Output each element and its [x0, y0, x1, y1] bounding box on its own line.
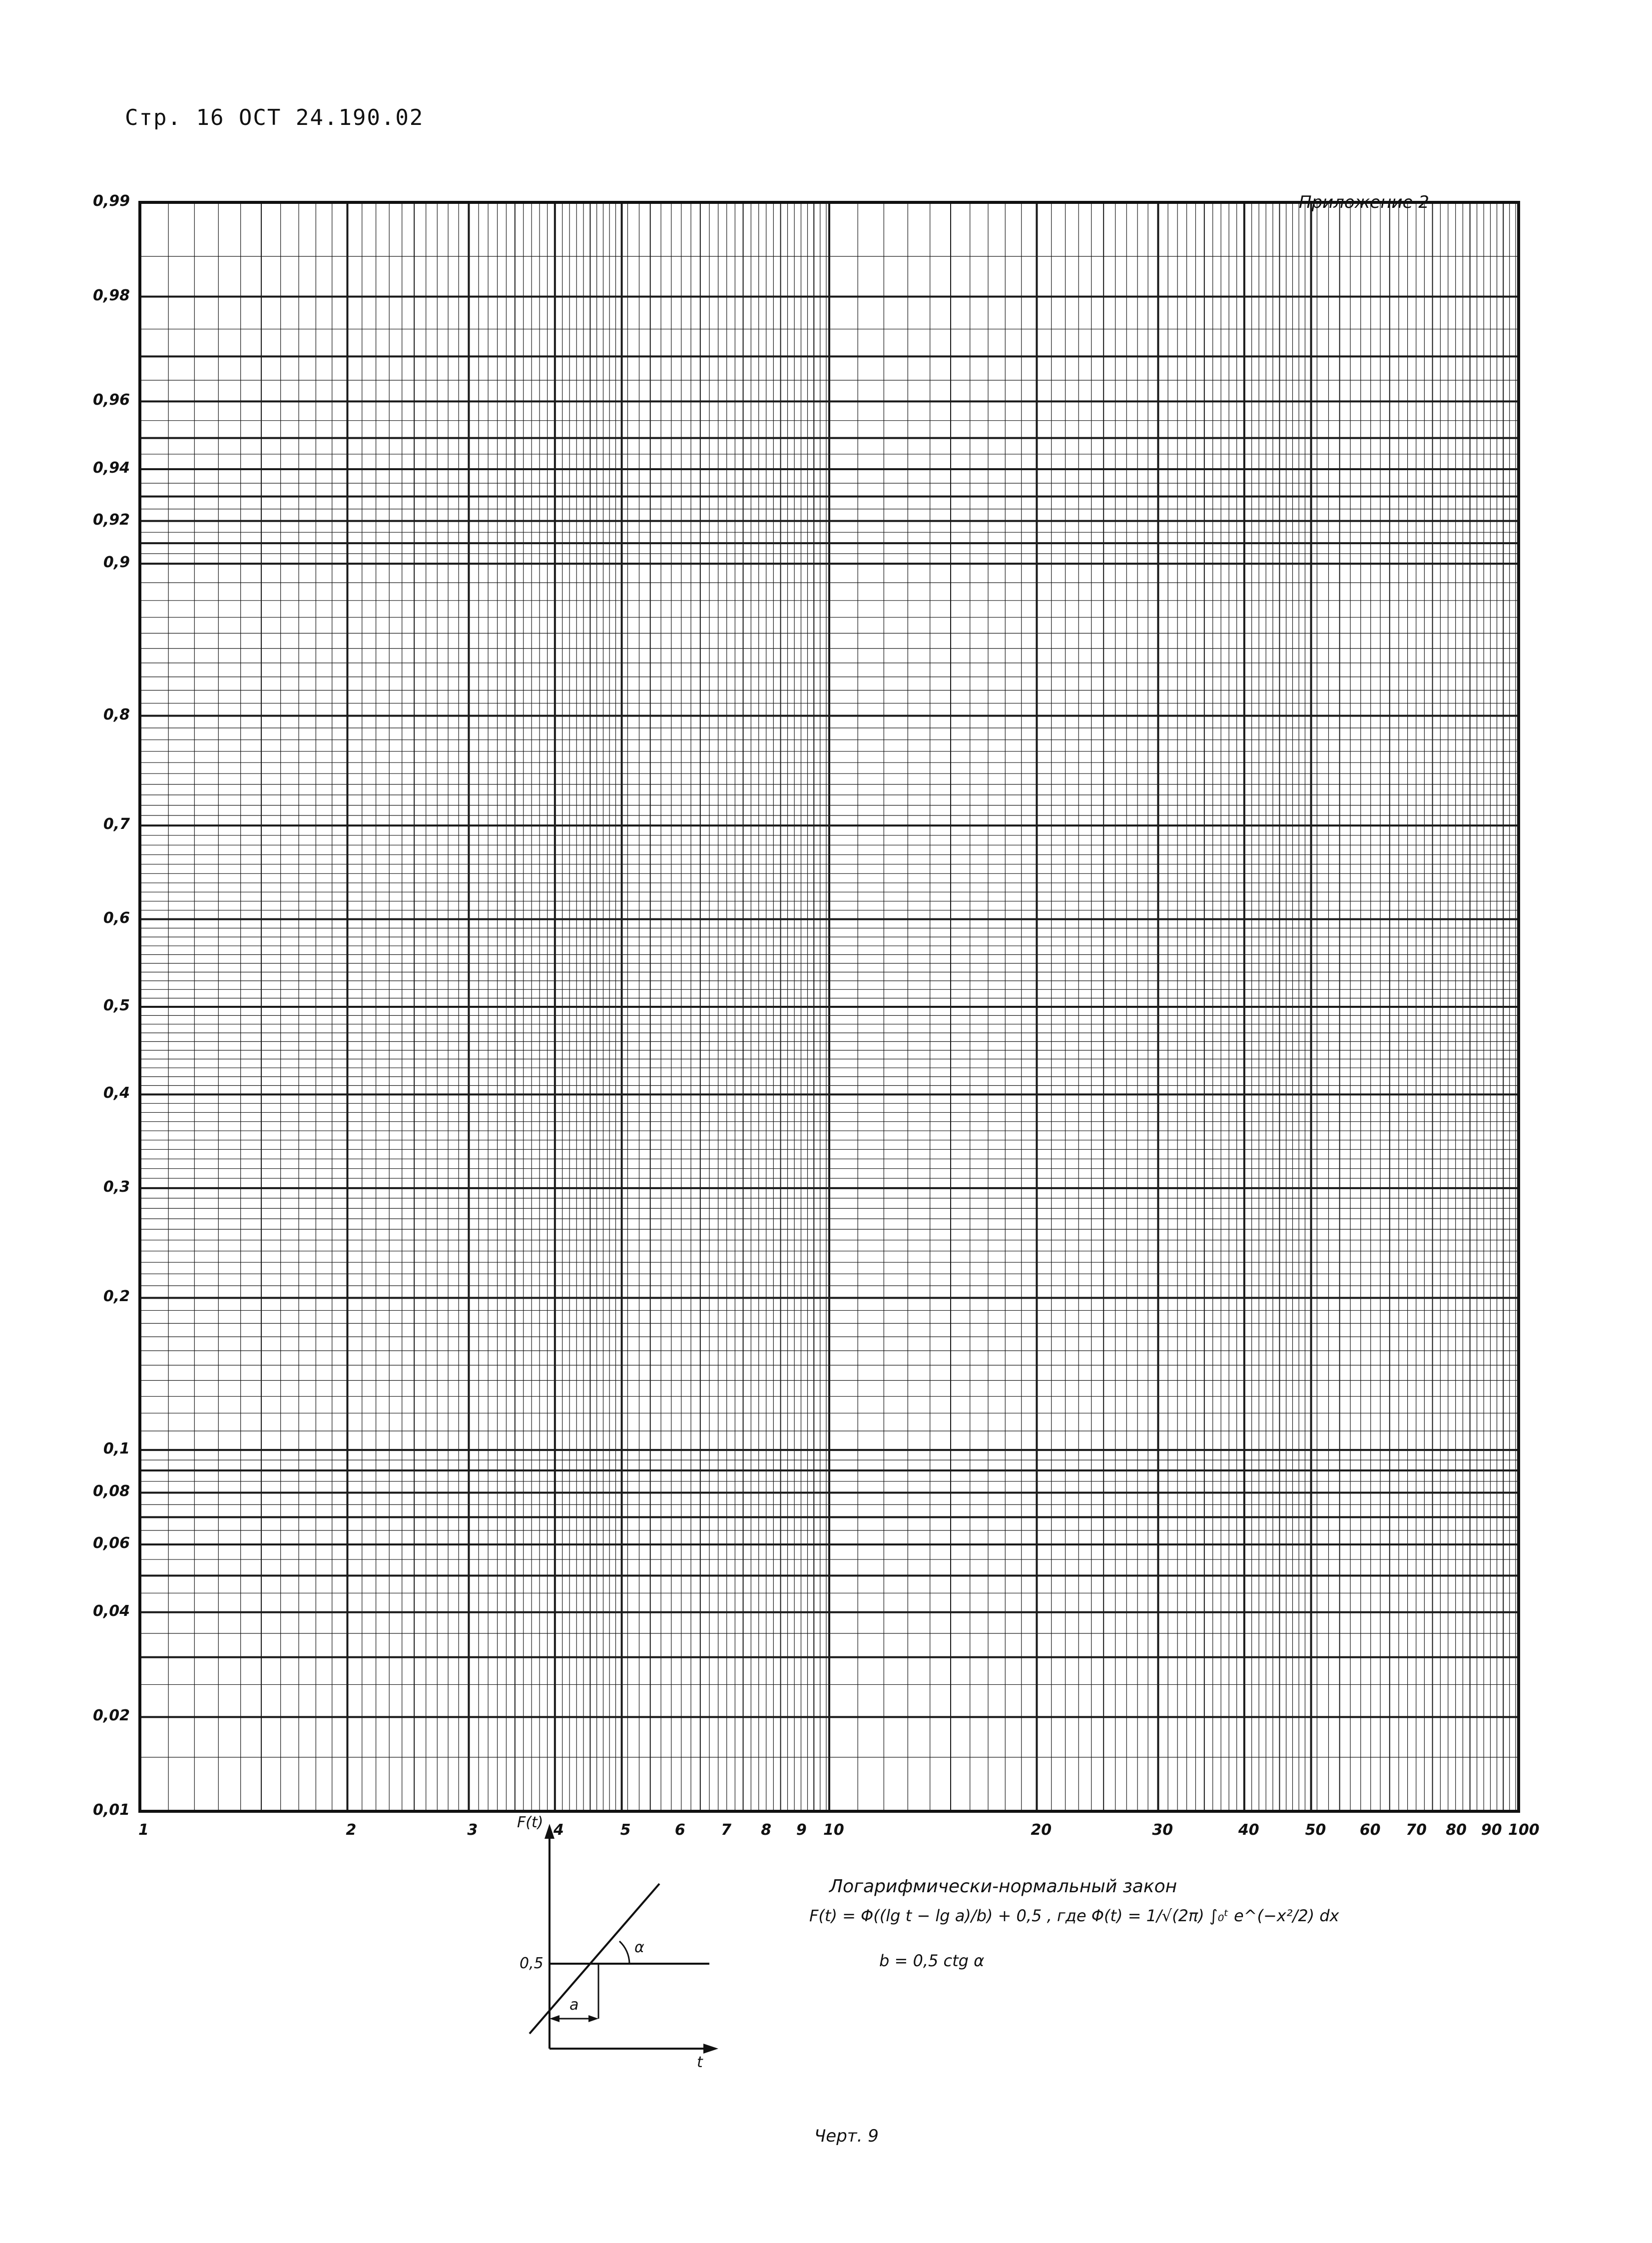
sketch-y-arrow: [545, 1824, 554, 1839]
page-header: Стр. 16 ОСТ 24.190.02: [125, 105, 424, 130]
y-tick-label: 0,04: [92, 1602, 130, 1620]
y-tick-label: 0,98: [92, 286, 130, 304]
x-tick-label: 50: [1305, 1821, 1326, 1839]
y-tick-label: 0,01: [92, 1801, 130, 1819]
x-tick-label: 90: [1481, 1821, 1502, 1839]
x-tick-label: 8: [761, 1821, 772, 1839]
y-tick-label: 0,7: [103, 815, 130, 833]
x-tick-label: 30: [1152, 1821, 1173, 1839]
y-tick-label: 0,1: [103, 1440, 130, 1458]
y-tick-label: 0,9: [103, 554, 130, 572]
x-tick-label: 10: [823, 1821, 844, 1839]
appendix-label: Приложение 2: [1299, 192, 1430, 212]
y-tick-label: 0,92: [92, 511, 130, 529]
x-tick-label: 100: [1508, 1821, 1540, 1839]
x-tick-label: 40: [1238, 1821, 1259, 1839]
sketch-angle-label: α: [634, 1939, 644, 1956]
sketch-angle-arc: [619, 1941, 629, 1964]
x-tick-label: 80: [1446, 1821, 1467, 1839]
x-tick-label: 60: [1359, 1821, 1381, 1839]
sketch-y-label: F(t): [517, 1814, 544, 1831]
x-tick-label: 5: [620, 1821, 631, 1839]
formula-main: F(t) = Φ((lg t − lg a)/b) + 0,5 , где Φ(t) = 1/√(2π) ∫₀ᵗ e^(−x²/2) dx: [809, 1906, 1339, 1925]
y-tick-label: 0,5: [103, 997, 130, 1014]
y-tick-label: 0,94: [92, 459, 130, 477]
figure-caption: Черт. 9: [814, 2126, 879, 2146]
y-tick-label: 0,6: [103, 909, 130, 927]
y-tick-label: 0,02: [92, 1707, 130, 1725]
x-tick-label: 1: [138, 1821, 149, 1839]
lognormal-sketch: [510, 1819, 719, 2079]
y-tick-label: 0,2: [103, 1288, 130, 1306]
y-tick-label: 0,06: [92, 1534, 130, 1552]
y-tick-label: 0,8: [103, 706, 130, 724]
x-tick-label: 70: [1406, 1821, 1427, 1839]
x-tick-label: 20: [1031, 1821, 1052, 1839]
y-tick-label: 0,4: [103, 1084, 130, 1102]
x-tick-label: 2: [346, 1821, 357, 1839]
x-tick-label: 6: [674, 1821, 685, 1839]
y-tick-label: 0,3: [103, 1178, 130, 1196]
y-tick-label: 0,96: [92, 391, 130, 409]
y-tick-label: 0,99: [92, 192, 130, 210]
x-tick-label: 3: [467, 1821, 478, 1839]
x-tick-label: 9: [796, 1821, 807, 1839]
x-tick-label: 4: [553, 1821, 564, 1839]
formula-b-definition: b = 0,5 ctg α: [879, 1951, 985, 1970]
sketch-x-label: t: [697, 2054, 703, 2071]
sketch-x-arrow: [703, 2044, 718, 2054]
y-tick-label: 0,08: [92, 1483, 130, 1500]
formula-title: Логарифмически-нормальный закон: [829, 1876, 1177, 1897]
sketch-a-label: a: [569, 1996, 579, 2014]
sketch-level-label: 0,5: [520, 1955, 544, 1972]
x-tick-label: 7: [721, 1821, 732, 1839]
grid-lines: [140, 202, 1519, 1811]
